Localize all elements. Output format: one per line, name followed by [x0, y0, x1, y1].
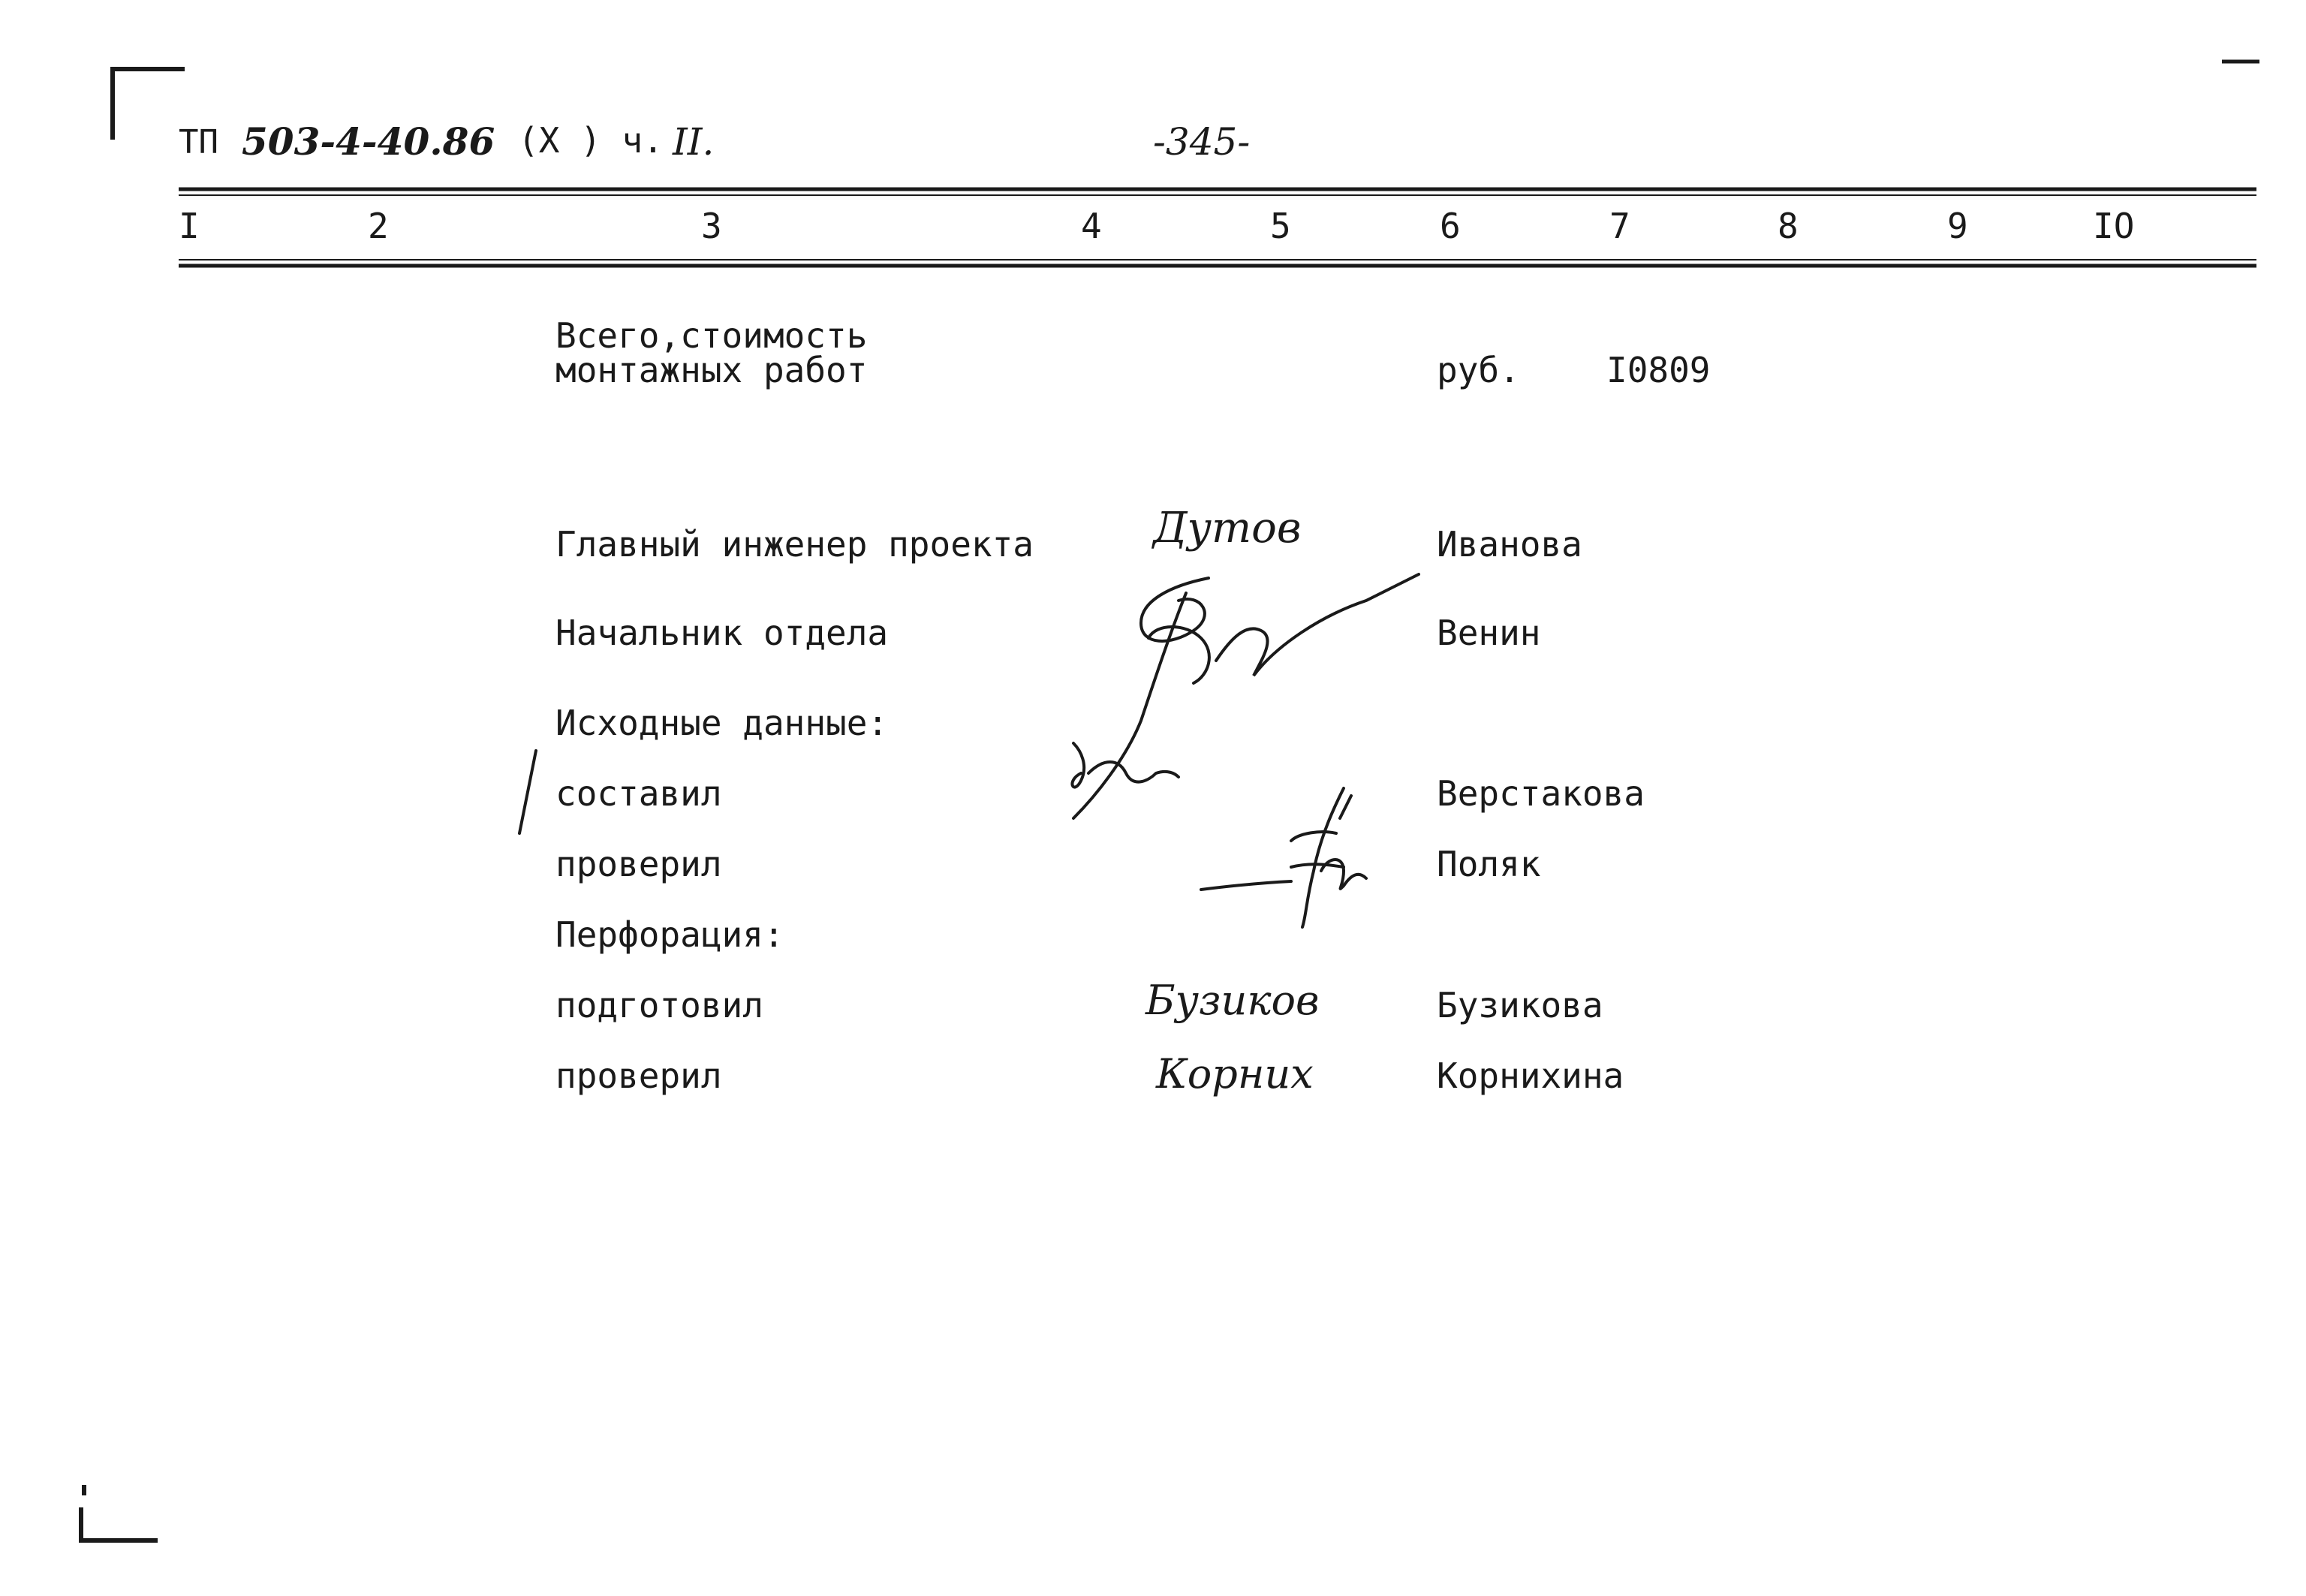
margin-mark [519, 751, 536, 833]
total-unit: руб. [1437, 350, 1520, 390]
perforation-heading: Перфорация: [555, 914, 784, 955]
role-prepared-by: подготовил [555, 985, 763, 1025]
name-checked-by-1: Поляк [1437, 844, 1541, 884]
doc-part-numeral: II. [673, 120, 715, 164]
column-number-9: 9 [1947, 206, 1968, 246]
name-compiled-by: Верстакова [1437, 773, 1645, 814]
role-checked-by-2: проверил [555, 1055, 722, 1096]
name-checked-by-2: Корнихина [1437, 1055, 1624, 1096]
source-data-heading: Исходные данные: [555, 703, 889, 743]
doc-part: (X ) ч. [518, 120, 664, 161]
corner-mark-bottom-left [81, 1485, 158, 1540]
column-number-2: 2 [368, 206, 389, 246]
name-department-head: Венин [1437, 613, 1541, 653]
column-number-3: 3 [701, 206, 722, 246]
doc-prefix: ТП [179, 123, 218, 161]
signature-department-head [1073, 574, 1419, 818]
corner-mark-top-left [113, 69, 185, 140]
column-number-7: 7 [1609, 206, 1630, 246]
column-number-4: 4 [1081, 206, 1102, 246]
role-department-head: Начальник отдела [555, 613, 889, 653]
signature-checked-by-1 [1201, 788, 1366, 927]
signature-prepared-by: Бузиков [1145, 977, 1320, 1024]
column-number-5: 5 [1270, 206, 1291, 246]
total-label-line1: Всего,стоимость [555, 315, 868, 356]
name-prepared-by: Бузикова [1437, 985, 1603, 1025]
doc-code: 503-4-40.86 [242, 119, 495, 164]
signature-checked-by-2: Корних [1156, 1050, 1314, 1098]
role-chief-engineer: Главный инженер проекта [555, 524, 1034, 565]
total-label-line2: монтажных работ [555, 350, 868, 390]
role-checked-by-1: проверил [555, 844, 722, 884]
column-number-6: 6 [1440, 206, 1461, 246]
column-number-8: 8 [1778, 206, 1799, 246]
total-value: I0809 [1606, 350, 1711, 390]
signature-chief-engineer: Дутов [1153, 504, 1302, 553]
name-chief-engineer: Иванова [1437, 524, 1582, 565]
role-compiled-by: составил [555, 773, 722, 814]
page-number: -345- [1153, 120, 1251, 164]
column-number-1: I [179, 206, 200, 246]
header-rules [179, 189, 2256, 266]
column-number-10: IO [2093, 206, 2135, 246]
